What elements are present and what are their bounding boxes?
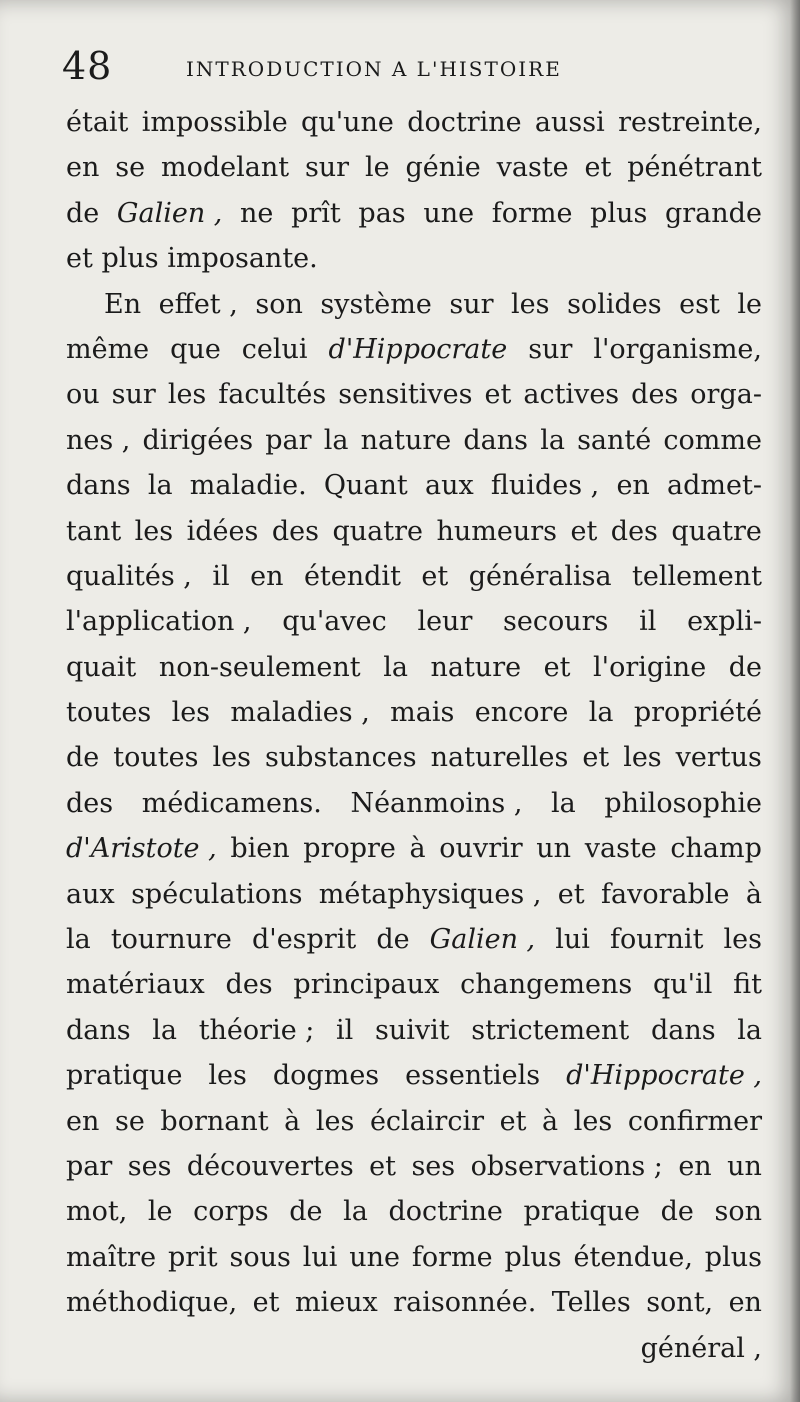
word: et xyxy=(369,1150,397,1182)
word: leur xyxy=(417,606,473,638)
text-line xyxy=(66,1235,762,1280)
text-line xyxy=(66,917,762,962)
word: était xyxy=(66,107,129,138)
word: humeurs xyxy=(436,515,557,547)
word: idées xyxy=(186,515,259,547)
word-italic: d'Hippocrate xyxy=(328,333,508,365)
text-line xyxy=(66,962,762,1007)
text-line xyxy=(66,554,762,599)
text-line xyxy=(66,735,762,780)
word: vaste xyxy=(496,152,569,184)
word: fluides , xyxy=(490,470,600,502)
text-line xyxy=(66,191,762,236)
word: favorable xyxy=(600,878,730,910)
word: les xyxy=(511,288,550,320)
word: propriété xyxy=(633,697,762,729)
word: en xyxy=(678,1150,712,1182)
word: et xyxy=(484,379,512,411)
word: les xyxy=(723,924,762,956)
word-italic: Galien , xyxy=(116,197,223,229)
word: sensitives xyxy=(338,379,473,411)
word: de xyxy=(289,1196,323,1228)
word: santé xyxy=(577,424,652,456)
word: actives xyxy=(523,379,620,411)
word: et xyxy=(252,1287,280,1319)
word: ses xyxy=(127,1150,172,1182)
word: suivit xyxy=(374,1014,450,1046)
text-line xyxy=(66,1008,762,1053)
word: fournit xyxy=(610,924,704,956)
text-line xyxy=(66,327,762,372)
word: de xyxy=(66,197,100,229)
word: des xyxy=(66,787,114,819)
text-line xyxy=(66,1144,762,1189)
word: se xyxy=(115,152,146,184)
word: sur xyxy=(304,152,350,184)
word: étendue, xyxy=(573,1241,693,1273)
word: sur xyxy=(111,379,156,411)
word-italic: Galien , xyxy=(429,924,536,956)
word: généralisa xyxy=(468,560,612,592)
word: grande xyxy=(664,197,762,229)
word: la xyxy=(323,424,349,456)
word: plus xyxy=(590,197,648,229)
word: qu'une xyxy=(301,107,394,138)
word: observations ; xyxy=(470,1150,663,1182)
word: ses xyxy=(411,1150,456,1182)
word: aux xyxy=(66,878,115,910)
word: tellement xyxy=(632,560,762,592)
word: par xyxy=(66,1150,113,1182)
word: spéculations xyxy=(131,878,303,910)
page-number: 48 xyxy=(62,44,113,88)
word: substances xyxy=(264,742,417,774)
word: système xyxy=(320,288,432,320)
page-edge-shadow xyxy=(790,0,800,1402)
word: essentiels xyxy=(405,1060,541,1092)
word: En xyxy=(104,288,142,320)
word: et xyxy=(584,152,612,184)
text-line xyxy=(66,1326,762,1371)
word: et xyxy=(421,560,449,592)
word: prit xyxy=(167,1241,218,1273)
word: lui xyxy=(555,924,590,956)
word: et xyxy=(543,651,571,683)
word: découvertes xyxy=(186,1150,354,1182)
text-line xyxy=(66,282,762,327)
word: prît xyxy=(291,197,341,229)
word: général , xyxy=(640,1332,762,1364)
word: en xyxy=(616,470,650,502)
word: dogmes xyxy=(272,1060,380,1092)
text-line xyxy=(66,872,762,917)
word: le xyxy=(147,1196,173,1228)
word: des xyxy=(610,515,658,547)
word: fit xyxy=(733,969,762,1001)
word: strictement xyxy=(471,1014,630,1046)
word: un xyxy=(536,833,572,865)
word: expli- xyxy=(687,606,762,638)
word: la xyxy=(383,651,408,683)
word: comme xyxy=(663,424,762,456)
word: confirmer xyxy=(627,1105,762,1137)
word: à xyxy=(409,833,426,865)
word: restreinte, xyxy=(618,107,762,138)
word: imposante. xyxy=(167,243,318,275)
text-line xyxy=(66,645,762,690)
word: Quant xyxy=(323,470,408,502)
word: par xyxy=(265,424,312,456)
word: nature xyxy=(430,651,522,683)
word: orga- xyxy=(690,379,762,411)
word: pratique xyxy=(66,1060,183,1092)
word: se xyxy=(114,1105,145,1137)
word: les xyxy=(623,742,662,774)
text-line xyxy=(66,1099,762,1144)
text-line xyxy=(66,509,762,554)
word: et xyxy=(582,742,610,774)
word: et xyxy=(66,243,93,275)
word: et xyxy=(499,1105,527,1137)
page-header xyxy=(62,40,760,92)
word: toutes xyxy=(113,742,199,774)
word: à xyxy=(745,878,762,910)
word: pas xyxy=(358,197,406,229)
word: champ xyxy=(670,833,762,865)
text-line xyxy=(66,100,762,145)
word: mot, xyxy=(66,1196,128,1228)
word: lui xyxy=(302,1241,338,1273)
word: facultés xyxy=(218,379,327,411)
word: ne xyxy=(240,197,274,229)
word: les xyxy=(573,1105,613,1137)
word: des xyxy=(225,969,273,1001)
text-line xyxy=(66,418,762,463)
word: vertus xyxy=(675,742,762,774)
word: le xyxy=(364,152,390,184)
word-italic: d'Hippocrate , xyxy=(566,1060,762,1092)
word: vaste xyxy=(584,833,657,865)
text-line xyxy=(66,463,762,508)
word: les xyxy=(167,379,207,411)
word: dans xyxy=(66,1014,131,1046)
text-body xyxy=(66,100,762,1371)
word: corps xyxy=(193,1196,269,1228)
word: doctrine xyxy=(407,107,522,138)
word: est xyxy=(679,288,720,320)
word: doctrine xyxy=(388,1196,503,1228)
word: une xyxy=(423,197,475,229)
word: admet- xyxy=(667,470,762,502)
text-line xyxy=(66,372,762,417)
word: non-seulement xyxy=(158,651,361,683)
word: aux xyxy=(424,470,474,502)
word: tournure xyxy=(110,924,232,956)
running-head: INTRODUCTION A L'HISTOIRE xyxy=(186,57,562,81)
word: en xyxy=(66,152,100,184)
word: effet , xyxy=(158,288,238,320)
word: aussi xyxy=(534,107,605,138)
word: son xyxy=(714,1196,762,1228)
word: ou xyxy=(66,379,100,411)
word: encore xyxy=(474,697,569,729)
word: pénétrant xyxy=(627,152,762,184)
text-line xyxy=(66,781,762,826)
word: d'esprit xyxy=(252,924,357,956)
word: pratique xyxy=(523,1196,640,1228)
word: de xyxy=(376,924,410,956)
word: bornant xyxy=(160,1105,269,1137)
word: la xyxy=(551,787,576,819)
word: les xyxy=(212,742,251,774)
word: de xyxy=(66,742,100,774)
word: un xyxy=(727,1150,762,1182)
word: bien xyxy=(230,833,290,865)
word: son xyxy=(255,288,303,320)
word: les xyxy=(171,697,211,729)
word: celui xyxy=(241,333,308,365)
word: modelant xyxy=(160,152,290,184)
word: naturelles xyxy=(430,742,569,774)
word: en xyxy=(66,1105,100,1137)
word: la xyxy=(540,424,565,456)
text-line xyxy=(66,1189,762,1234)
text-line xyxy=(66,236,762,281)
word: la xyxy=(66,924,91,956)
word: à xyxy=(284,1105,301,1137)
word: les xyxy=(134,515,174,547)
word: solides xyxy=(567,288,662,320)
word: même xyxy=(66,333,150,365)
word: éclaircir xyxy=(369,1105,484,1137)
word: méthodique, xyxy=(66,1287,238,1319)
word: plus xyxy=(504,1241,562,1273)
word: mieux xyxy=(294,1287,378,1319)
word: maître xyxy=(66,1241,157,1273)
word: théorie ; xyxy=(198,1014,315,1046)
word: les xyxy=(315,1105,355,1137)
text-line xyxy=(66,599,762,644)
word: changemens xyxy=(460,969,633,1001)
word: et xyxy=(557,878,585,910)
word: médicamens. xyxy=(141,787,322,819)
word: maladie. xyxy=(189,470,307,502)
word: l'origine xyxy=(593,651,707,683)
word: qu'avec xyxy=(282,606,387,638)
word: forme xyxy=(411,1241,493,1273)
word: sur xyxy=(449,288,494,320)
word: la xyxy=(147,470,173,502)
text-line xyxy=(66,1053,762,1098)
word: sous xyxy=(229,1241,291,1273)
word: plus xyxy=(704,1241,762,1273)
word: ouvrir xyxy=(439,833,523,865)
word: il xyxy=(639,606,657,638)
word: secours xyxy=(503,606,609,638)
word: nes , xyxy=(66,424,131,456)
word: qu'il xyxy=(652,969,713,1001)
word: quatre xyxy=(332,515,423,547)
text-line xyxy=(66,826,762,871)
word: quatre xyxy=(671,515,762,547)
word: que xyxy=(170,333,221,365)
word: sont, xyxy=(646,1287,714,1319)
word: génie xyxy=(405,152,481,184)
word: l'application , xyxy=(66,606,252,638)
word: sur xyxy=(528,333,573,365)
word: de xyxy=(660,1196,694,1228)
word: qualités , xyxy=(66,560,192,592)
word: propre xyxy=(303,833,396,865)
word: nature xyxy=(360,424,452,456)
word: plus xyxy=(101,243,159,275)
word: l'organisme, xyxy=(593,333,762,365)
word-italic: d'Aristote , xyxy=(66,833,217,865)
word: une xyxy=(349,1241,400,1273)
word: des xyxy=(271,515,319,547)
word: dans xyxy=(66,470,131,502)
word: le xyxy=(737,288,762,320)
word: il xyxy=(212,560,230,592)
word: maladies , xyxy=(230,697,370,729)
word: philosophie xyxy=(604,787,762,819)
word: la xyxy=(737,1014,762,1046)
text-line xyxy=(66,690,762,735)
text-line xyxy=(66,1280,762,1325)
word: dans xyxy=(463,424,529,456)
word: en xyxy=(250,560,284,592)
word: étendit xyxy=(303,560,401,592)
word: à xyxy=(542,1105,559,1137)
text-line xyxy=(66,145,762,190)
word: toutes xyxy=(66,697,152,729)
word: quait xyxy=(66,651,137,683)
word: forme xyxy=(491,197,573,229)
word: la xyxy=(588,697,614,729)
word: Néanmoins , xyxy=(350,787,523,819)
word: en xyxy=(728,1287,762,1319)
word: et xyxy=(570,515,598,547)
word: matériaux xyxy=(66,969,205,1001)
word: tant xyxy=(66,515,122,547)
word: raisonnée. xyxy=(393,1287,537,1319)
word: Telles xyxy=(551,1287,631,1319)
word: mais xyxy=(390,697,455,729)
word: dirigées xyxy=(142,424,254,456)
word: les xyxy=(208,1060,247,1092)
word: principaux xyxy=(293,969,440,1001)
word: dans xyxy=(650,1014,716,1046)
word: la xyxy=(343,1196,368,1228)
word: impossible xyxy=(141,107,288,138)
word: métaphysiques , xyxy=(318,878,542,910)
word: il xyxy=(336,1014,354,1046)
word: des xyxy=(631,379,679,411)
word: de xyxy=(728,651,762,683)
word: la xyxy=(152,1014,178,1046)
